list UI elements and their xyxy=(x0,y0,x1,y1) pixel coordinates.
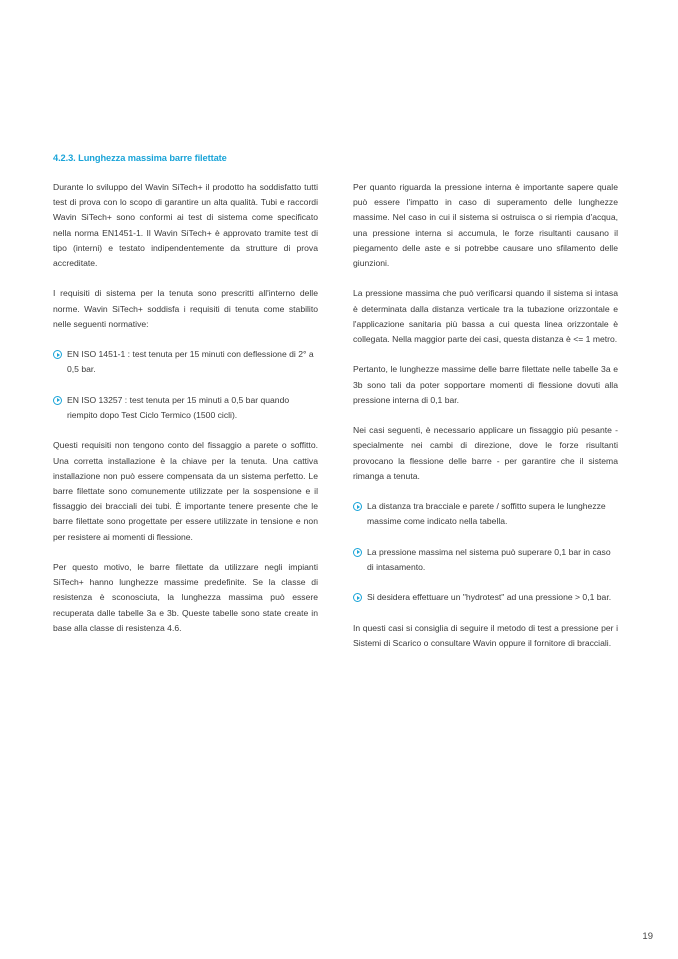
paragraph: Nei casi seguenti, è necessario applicare un fissaggio più pesante - specialmente nei cambi di direzione, dove le forze risultanti provocano la flessione delle barre - per garantire che il sistema rimanga a tenuta. xyxy=(353,425,618,481)
bullet-text: La distanza tra bracciale e parete / soffitto supera le lunghezze massime come indicato nella tabella. xyxy=(367,501,606,527)
circled-arrow-right-icon xyxy=(53,350,62,359)
circled-arrow-right-icon xyxy=(353,593,362,602)
circled-arrow-right-icon xyxy=(53,396,62,405)
circled-arrow-right-icon xyxy=(353,502,362,511)
paragraph: I requisiti di sistema per la tenuta sono prescritti all'interno delle norme. Wavin SiTech+ soddisfa i requisiti di tenuta come stabilito nelle seguenti normative: xyxy=(53,288,318,329)
page-number: 19 xyxy=(642,931,653,942)
bullet-text: EN ISO 1451-1 : test tenuta per 15 minuti con deflessione di 2° a 0,5 bar. xyxy=(67,349,314,375)
bullet-item xyxy=(353,499,618,529)
bullet-item xyxy=(53,393,318,423)
paragraph: Per quanto riguarda la pressione interna è importante sapere quale può essere l'impatto in caso di superamento delle lunghezze massime. Nel caso in cui il sistema si ostruisca o si riempia d'acqua, una pressione interna si accumula, le forze risultanti causano il piegamento delle aste e si potrebbe causare uno sfilamento delle giunzioni. xyxy=(353,182,618,269)
bullet-item xyxy=(353,545,618,575)
paragraph: In questi casi si consiglia di seguire il metodo di test a pressione per i Sistemi di Scarico o consultare Wavin oppure il fornitore di bracciali. xyxy=(353,622,618,648)
section-heading: 4.2.3. Lunghezza massima barre filettate xyxy=(53,153,227,163)
bullet-text: Si desidera effettuare un "hydrotest" ad una pressione > 0,1 bar. xyxy=(367,592,612,603)
bullet-text: EN ISO 13257 : test tenuta per 15 minuti a 0,5 bar quando riempito dopo Test Ciclo Termico (1500 cicli). xyxy=(67,394,290,420)
left-column xyxy=(53,180,318,651)
paragraph: Durante lo sviluppo del Wavin SiTech+ il prodotto ha soddisfatto tutti test di prova con lo scopo di garantire un alta qualità. Tubi e raccordi Wavin SiTech+ sono conformi ai test di sistema come specificato nella norma EN1451-1. Il Wavin SiTech+ è approvato tramite test di tipo (interni) e testato indipendentemente da strutture di prova accreditate. xyxy=(53,182,318,269)
bullet-text: La pressione massima nel sistema può superare 0,1 bar in caso di intasamento. xyxy=(367,546,611,572)
right-column xyxy=(353,180,618,666)
paragraph: Questi requisiti non tengono conto del fissaggio a parete o soffitto. Una corretta installazione è la chiave per la tenuta. Una cattiva installazione non può essere compensata da un sistema perfetto. Le barre filettate sono comunemente utilizzate per la sospensione e il fissaggio dei bracciali dei tubi. È importante tenere presente che le barre filettate sono progettate per essere utilizzate in tensione e non per resistere ai momenti di flessione. xyxy=(53,440,318,542)
paragraph: Pertanto, le lunghezze massime delle barre filettate nelle tabelle 3a e 3b sono tali da poter sopportare momenti di flessione dovuti alla pressione interna di 0,1 bar. xyxy=(353,364,618,405)
bullet-item xyxy=(53,347,318,377)
paragraph: La pressione massima che può verificarsi quando il sistema si intasa è determinata dalla distanza verticale tra la tubazione orizzontale e l'applicazione sanitaria più bassa a cui questa linea orizzontale è collegata. Nella maggior parte dei casi, questa distanza è <= 1 metro. xyxy=(353,288,618,345)
bullet-item xyxy=(353,590,618,605)
circled-arrow-right-icon xyxy=(353,548,362,557)
paragraph: Per questo motivo, le barre filettate da utilizzare negli impianti SiTech+ hanno lunghezze massime predefinite. Se la classe di resistenza è sconosciuta, la lunghezza massima può essere recuperata dalle tabelle 3a e 3b. Queste tabelle sono state create in base alla classe di resistenza 4.6. xyxy=(53,562,318,633)
